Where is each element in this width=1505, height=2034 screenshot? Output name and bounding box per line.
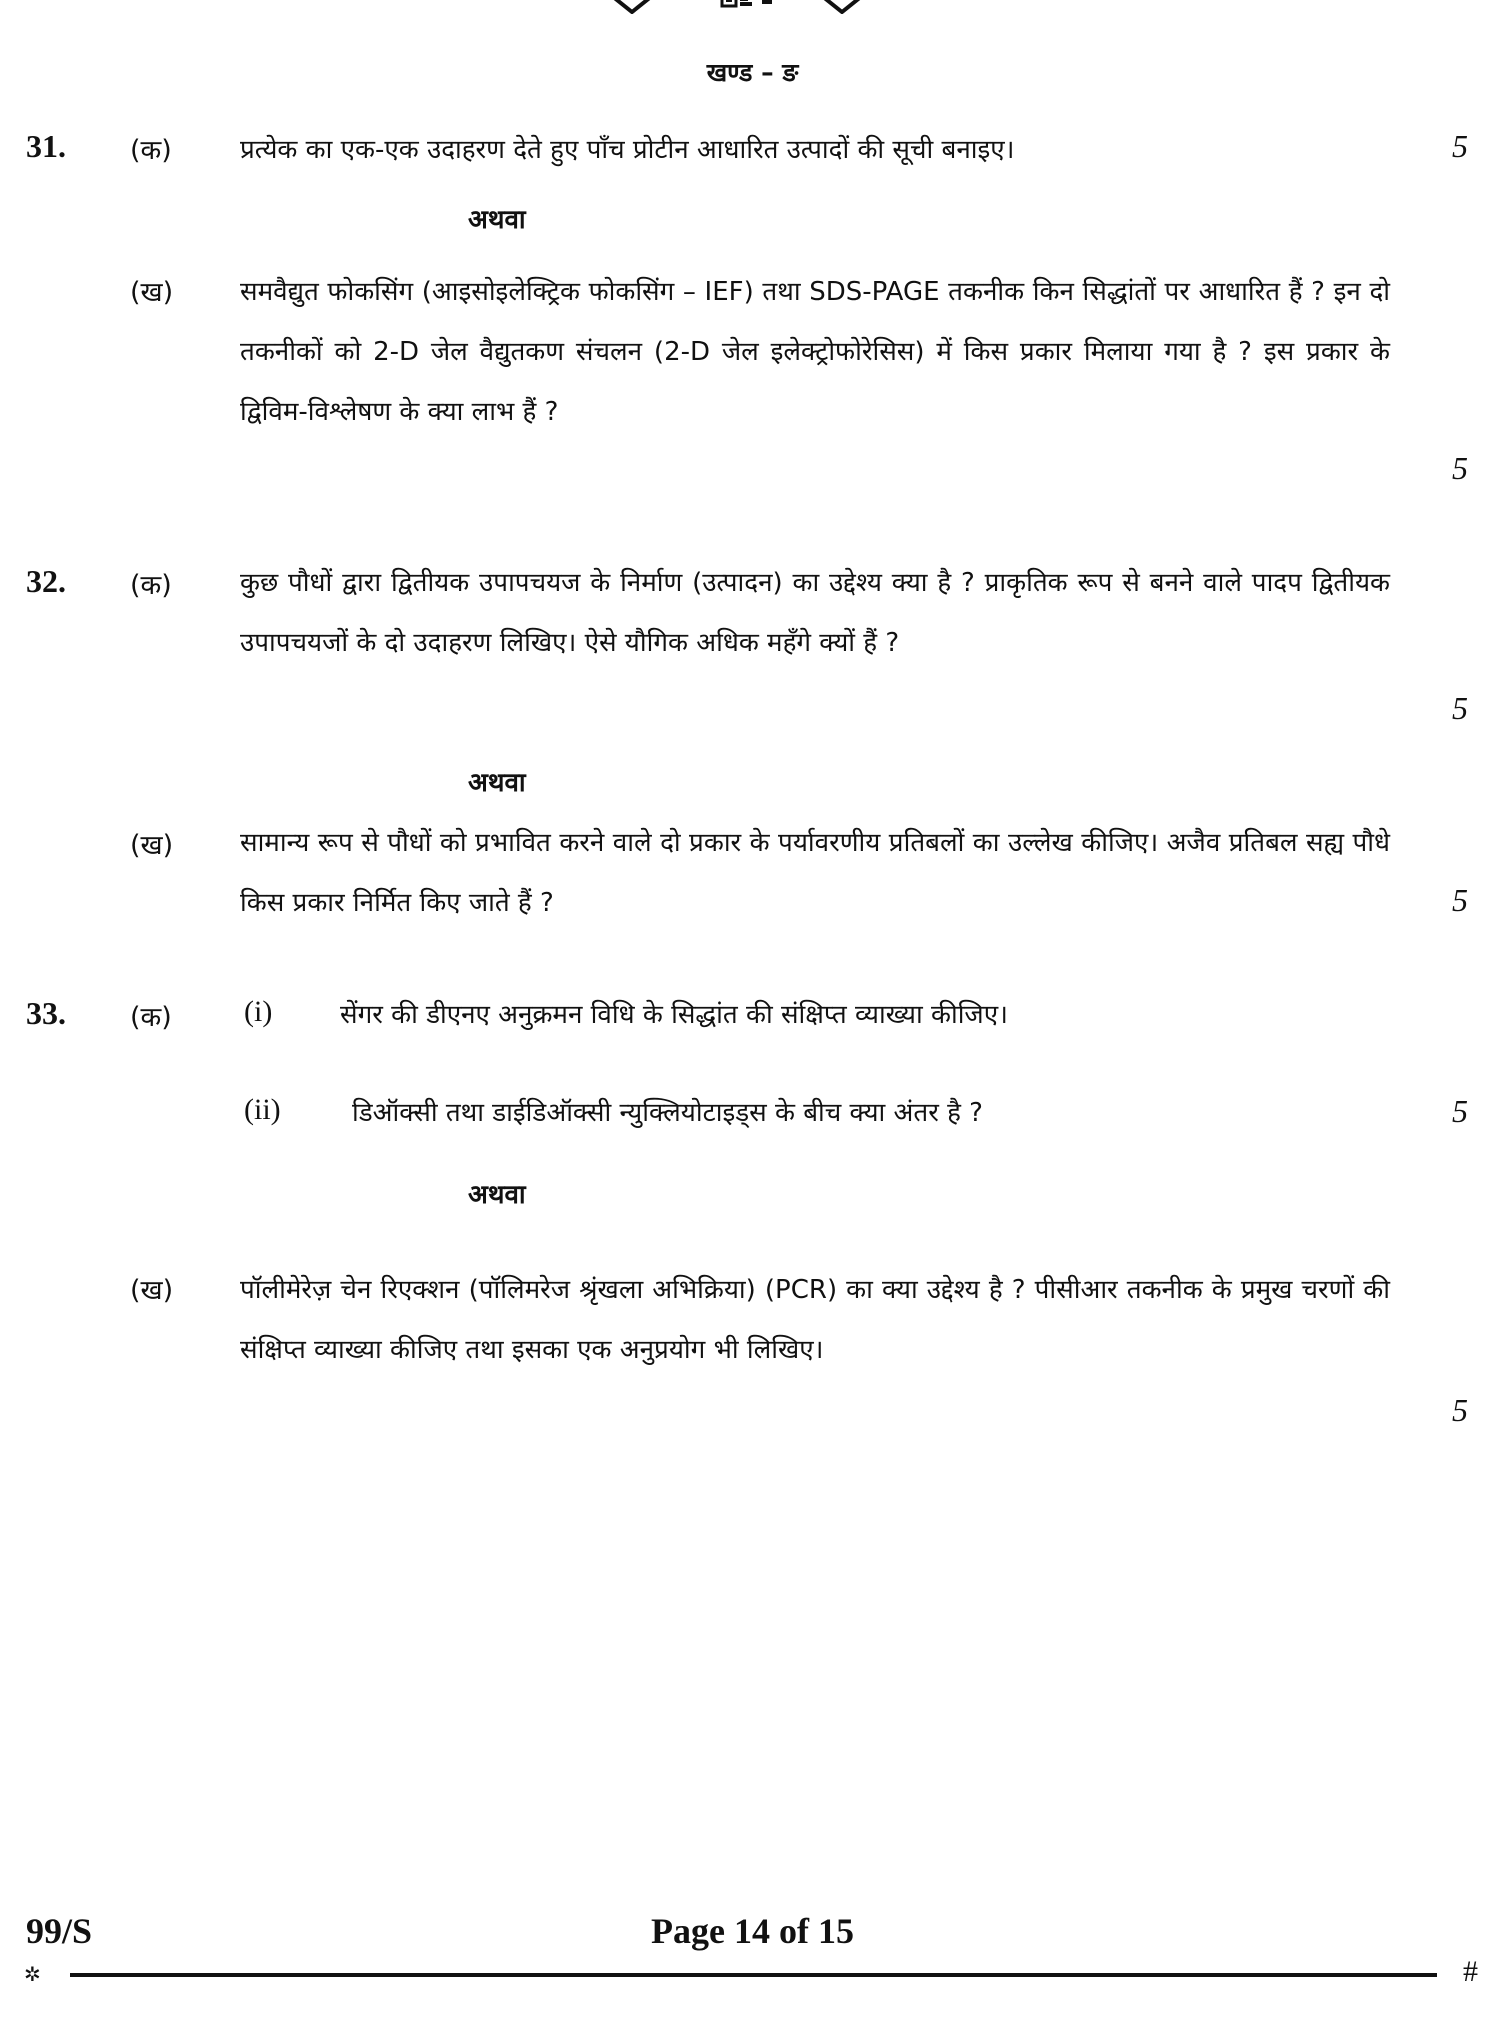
question-text: सामान्य रूप से पौधों को प्रभावित करने वाले दो प्रकार के पर्यावरणीय प्रतिबलों का उल्लेख कीजिए। अजैव प्रतिबल सह्य पौधे किस प्रकार निर्मित किए जाते हैं ? bbox=[240, 828, 1390, 918]
marks: 5 bbox=[1452, 450, 1468, 486]
question-text: पॉलीमेरेज़ चेन रिएक्शन (पॉलिमरेज श्रृंखला अभिक्रिया) (PCR) का क्या उद्देश्य है ? पीसीआर तकनीक के प्रमुख चरणों की संक्षिप्त व्याख्या कीजिए तथा इसका एक अनुप्रयोग भी लिखिए। bbox=[240, 1275, 1390, 1365]
or-divider: अथवा bbox=[468, 205, 526, 235]
hash-icon: # bbox=[1463, 1955, 1478, 1988]
part-label: (क) bbox=[130, 135, 172, 166]
star-mark-icon bbox=[820, 0, 864, 14]
star-mark-icon bbox=[610, 0, 654, 14]
part-label: (क) bbox=[130, 1002, 172, 1033]
question-number: 33. bbox=[26, 995, 66, 1031]
question-text: समवैद्युत फोकसिंग (आइसोइलेक्ट्रिक फोकसिंग – IEF) तथा SDS-PAGE तकनीक किन सिद्धांतों पर आधारित हैं ? इन दो तकनीकों को 2-D जेल वैद्युतकण संचलन (2-D जेल इलेक्ट्रोफोरेसिस) में किस प्रकार मिलाया गया है ? इस प्रकार के द्विविम-विश्लेषण के क्या लाभ हैं ? bbox=[240, 277, 1390, 427]
question-text: प्रत्येक का एक-एक उदाहरण देते हुए पाँच प्रोटीन आधारित उत्पादों की सूची बनाइए। bbox=[240, 135, 1015, 165]
part-label: (ख) bbox=[130, 830, 174, 861]
part-label: (ख) bbox=[130, 1275, 174, 1306]
marks: 5 bbox=[1452, 128, 1468, 164]
marks: 5 bbox=[1452, 882, 1468, 918]
header-marks bbox=[0, 0, 1505, 24]
part-label: (ख) bbox=[130, 277, 174, 308]
or-divider: अथवा bbox=[468, 1180, 526, 1210]
question-text: डिऑक्सी तथा डाईडिऑक्सी न्युक्लियोटाइड्स के बीच क्या अंतर है ? bbox=[352, 1098, 983, 1128]
question-number: 31. bbox=[26, 128, 66, 164]
section-title: खण्ड – ङ bbox=[706, 58, 799, 87]
question-number: 32. bbox=[26, 563, 66, 599]
part-label: (क) bbox=[130, 570, 172, 601]
marks: 5 bbox=[1452, 1093, 1468, 1129]
subpart-label: (i) bbox=[244, 995, 273, 1028]
marks: 5 bbox=[1452, 690, 1468, 726]
paper-code: 99/S bbox=[26, 1911, 93, 1951]
page-number: Page 14 of 15 bbox=[651, 1911, 854, 1951]
or-divider: अथवा bbox=[468, 768, 526, 798]
question-text: कुछ पौधों द्वारा द्वितीयक उपापचयज के निर्माण (उत्पादन) का उद्देश्य क्या है ? प्राकृतिक रूप से बनने वाले पादप द्वितीयक उपापचयजों के दो उदाहरण लिखिए। ऐसे यौगिक अधिक महँगे क्यों हैं ? bbox=[240, 568, 1390, 658]
subpart-label: (ii) bbox=[244, 1093, 281, 1126]
qr-code-icon bbox=[720, 0, 775, 14]
footer-divider bbox=[70, 1973, 1437, 1977]
question-text: सेंगर की डीएनए अनुक्रमन विधि के सिद्धांत की संक्षिप्त व्याख्या कीजिए। bbox=[340, 1000, 1008, 1030]
marks: 5 bbox=[1452, 1392, 1468, 1428]
asterisk-icon: ✲ bbox=[24, 1962, 41, 1986]
